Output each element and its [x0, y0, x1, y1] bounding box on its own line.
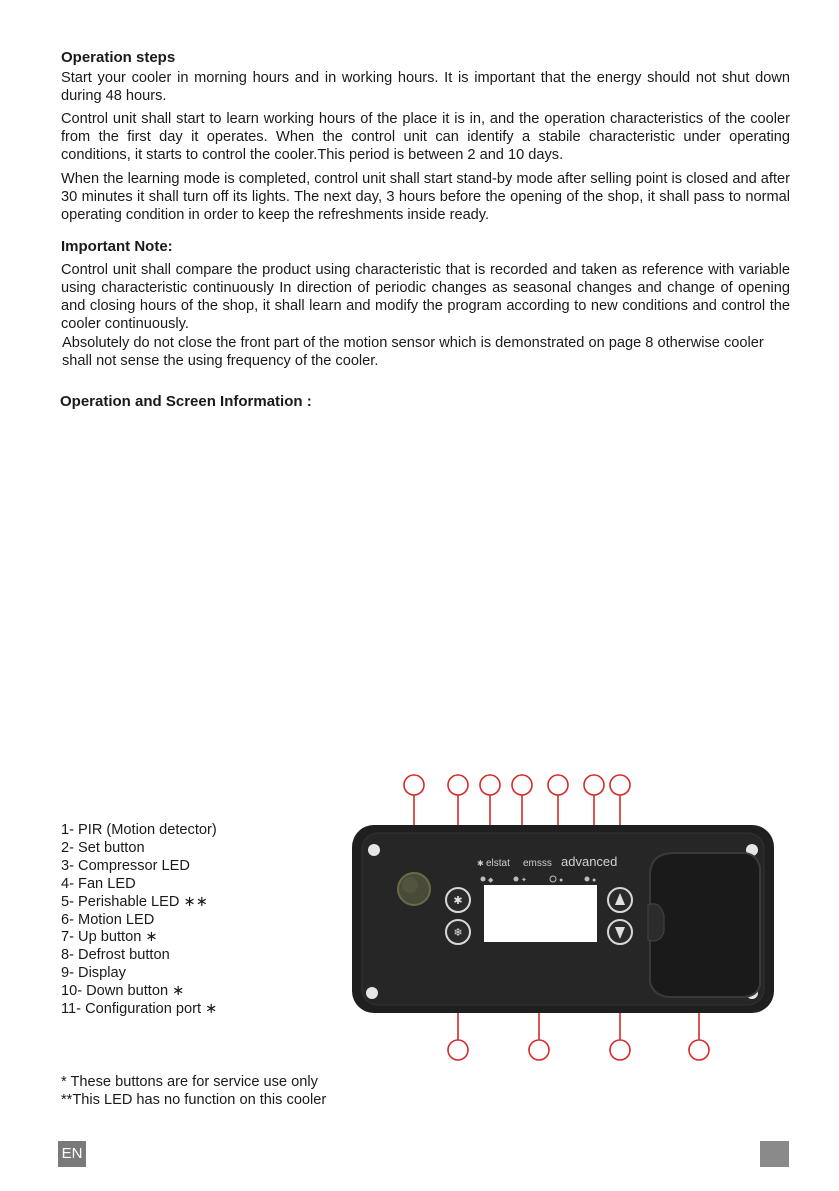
legend-item: 10- Down button ∗ [61, 983, 185, 1000]
page-marker [760, 1141, 789, 1167]
legend-item: 3- Compressor LED [61, 857, 190, 874]
operation-steps-heading: Operation steps [61, 49, 176, 66]
legend-item: 9- Display [61, 965, 126, 982]
legend-item: 8- Defrost button [61, 947, 170, 964]
important-note-paragraph-1: Control unit shall compare the product using characteristic that is recorded and taken as reference with variable using characteristic continuously In direction of periodic changes as seasonal changes and change of opening and closing hours of the shop, it shall learn and modify the program according to new conditions and control the cooler continuously. [61, 262, 790, 332]
compressor-led [481, 877, 486, 882]
configuration-port-cover[interactable] [650, 853, 760, 997]
screw-hole [368, 844, 380, 856]
callout-marker-fan-led [512, 775, 532, 795]
screen-info-heading: Operation and Screen Information : [60, 393, 312, 410]
motion-led-icon: ● [592, 877, 597, 884]
callout-marker-perishable-led [548, 775, 568, 795]
set-gear-icon: ✱ [453, 894, 463, 907]
operation-steps-paragraph-2: Control unit shall start to learn working hours of the place it is in, and the operation characteristics of the cooler from the first day it operates. When the control unit can identify a stabile characteristic under operating conditions, it starts to control the cooler.This period is between 2 and 10 days. [61, 111, 790, 163]
operation-steps-paragraph-3: When the learning mode is completed, control unit shall start stand-by mode after selling point is closed and after 30 minutes it shall turn off its lights. The next day, 3 hours before the opening of the shop, it shall pass to normal operating condition in order to keep the refreshments inside ready. [61, 171, 790, 223]
brand-logo-icon: ✱ [477, 859, 484, 868]
language-badge: EN [58, 1141, 86, 1167]
callout-marker-pir [404, 775, 424, 795]
legend-item: 11- Configuration port ∗ [61, 1001, 218, 1018]
callout-marker-compressor-led [480, 775, 500, 795]
legend-item: 7- Up button ∗ [61, 929, 158, 946]
model-suffix-label: advanced [561, 854, 618, 869]
screw-hole [366, 987, 378, 999]
legend-item: 1- PIR (Motion detector) [61, 822, 217, 838]
legend-item: 6- Motion LED [61, 911, 155, 928]
footnotes [61, 1073, 326, 1109]
callout-marker-display [529, 1040, 549, 1060]
legend-item: 5- Perishable LED ∗∗ [61, 893, 208, 910]
important-note-heading: Important Note: [61, 238, 173, 255]
legend-item: 2- Set button [61, 839, 145, 856]
fan-led-icon: ✦ [521, 877, 527, 884]
legend-item: 4- Fan LED [61, 875, 136, 892]
display-screen [484, 885, 597, 942]
footnote-led: **This LED has no function on this cooler [61, 1092, 327, 1108]
footnote-service: * These buttons are for service use only [61, 1074, 318, 1090]
fan-led [514, 877, 519, 882]
compressor-led-icon: ◆ [488, 877, 494, 884]
callout-marker-up [610, 775, 630, 795]
callout-marker-defrost [448, 1040, 468, 1060]
operation-steps-paragraph-1: Start your cooler in morning hours and in working hours. It is important that the energy should not shut down during 48 hours. [61, 70, 790, 104]
brand-label: elstat [486, 858, 510, 869]
callout-marker-config-port [689, 1040, 709, 1060]
motion-led [585, 877, 590, 882]
callout-marker-motion-led [584, 775, 604, 795]
perishable-led-icon: ● [559, 877, 564, 884]
callout-marker-down [610, 1040, 630, 1060]
defrost-snowflake-icon: ❄ [453, 926, 463, 939]
model-label: emsss [523, 858, 552, 869]
callout-marker-set [448, 775, 468, 795]
important-note-paragraph-2: Absolutely do not close the front part of the motion sensor which is demonstrated on page 8 otherwise cooler shall not sense the using frequency of the cooler. [62, 335, 764, 369]
